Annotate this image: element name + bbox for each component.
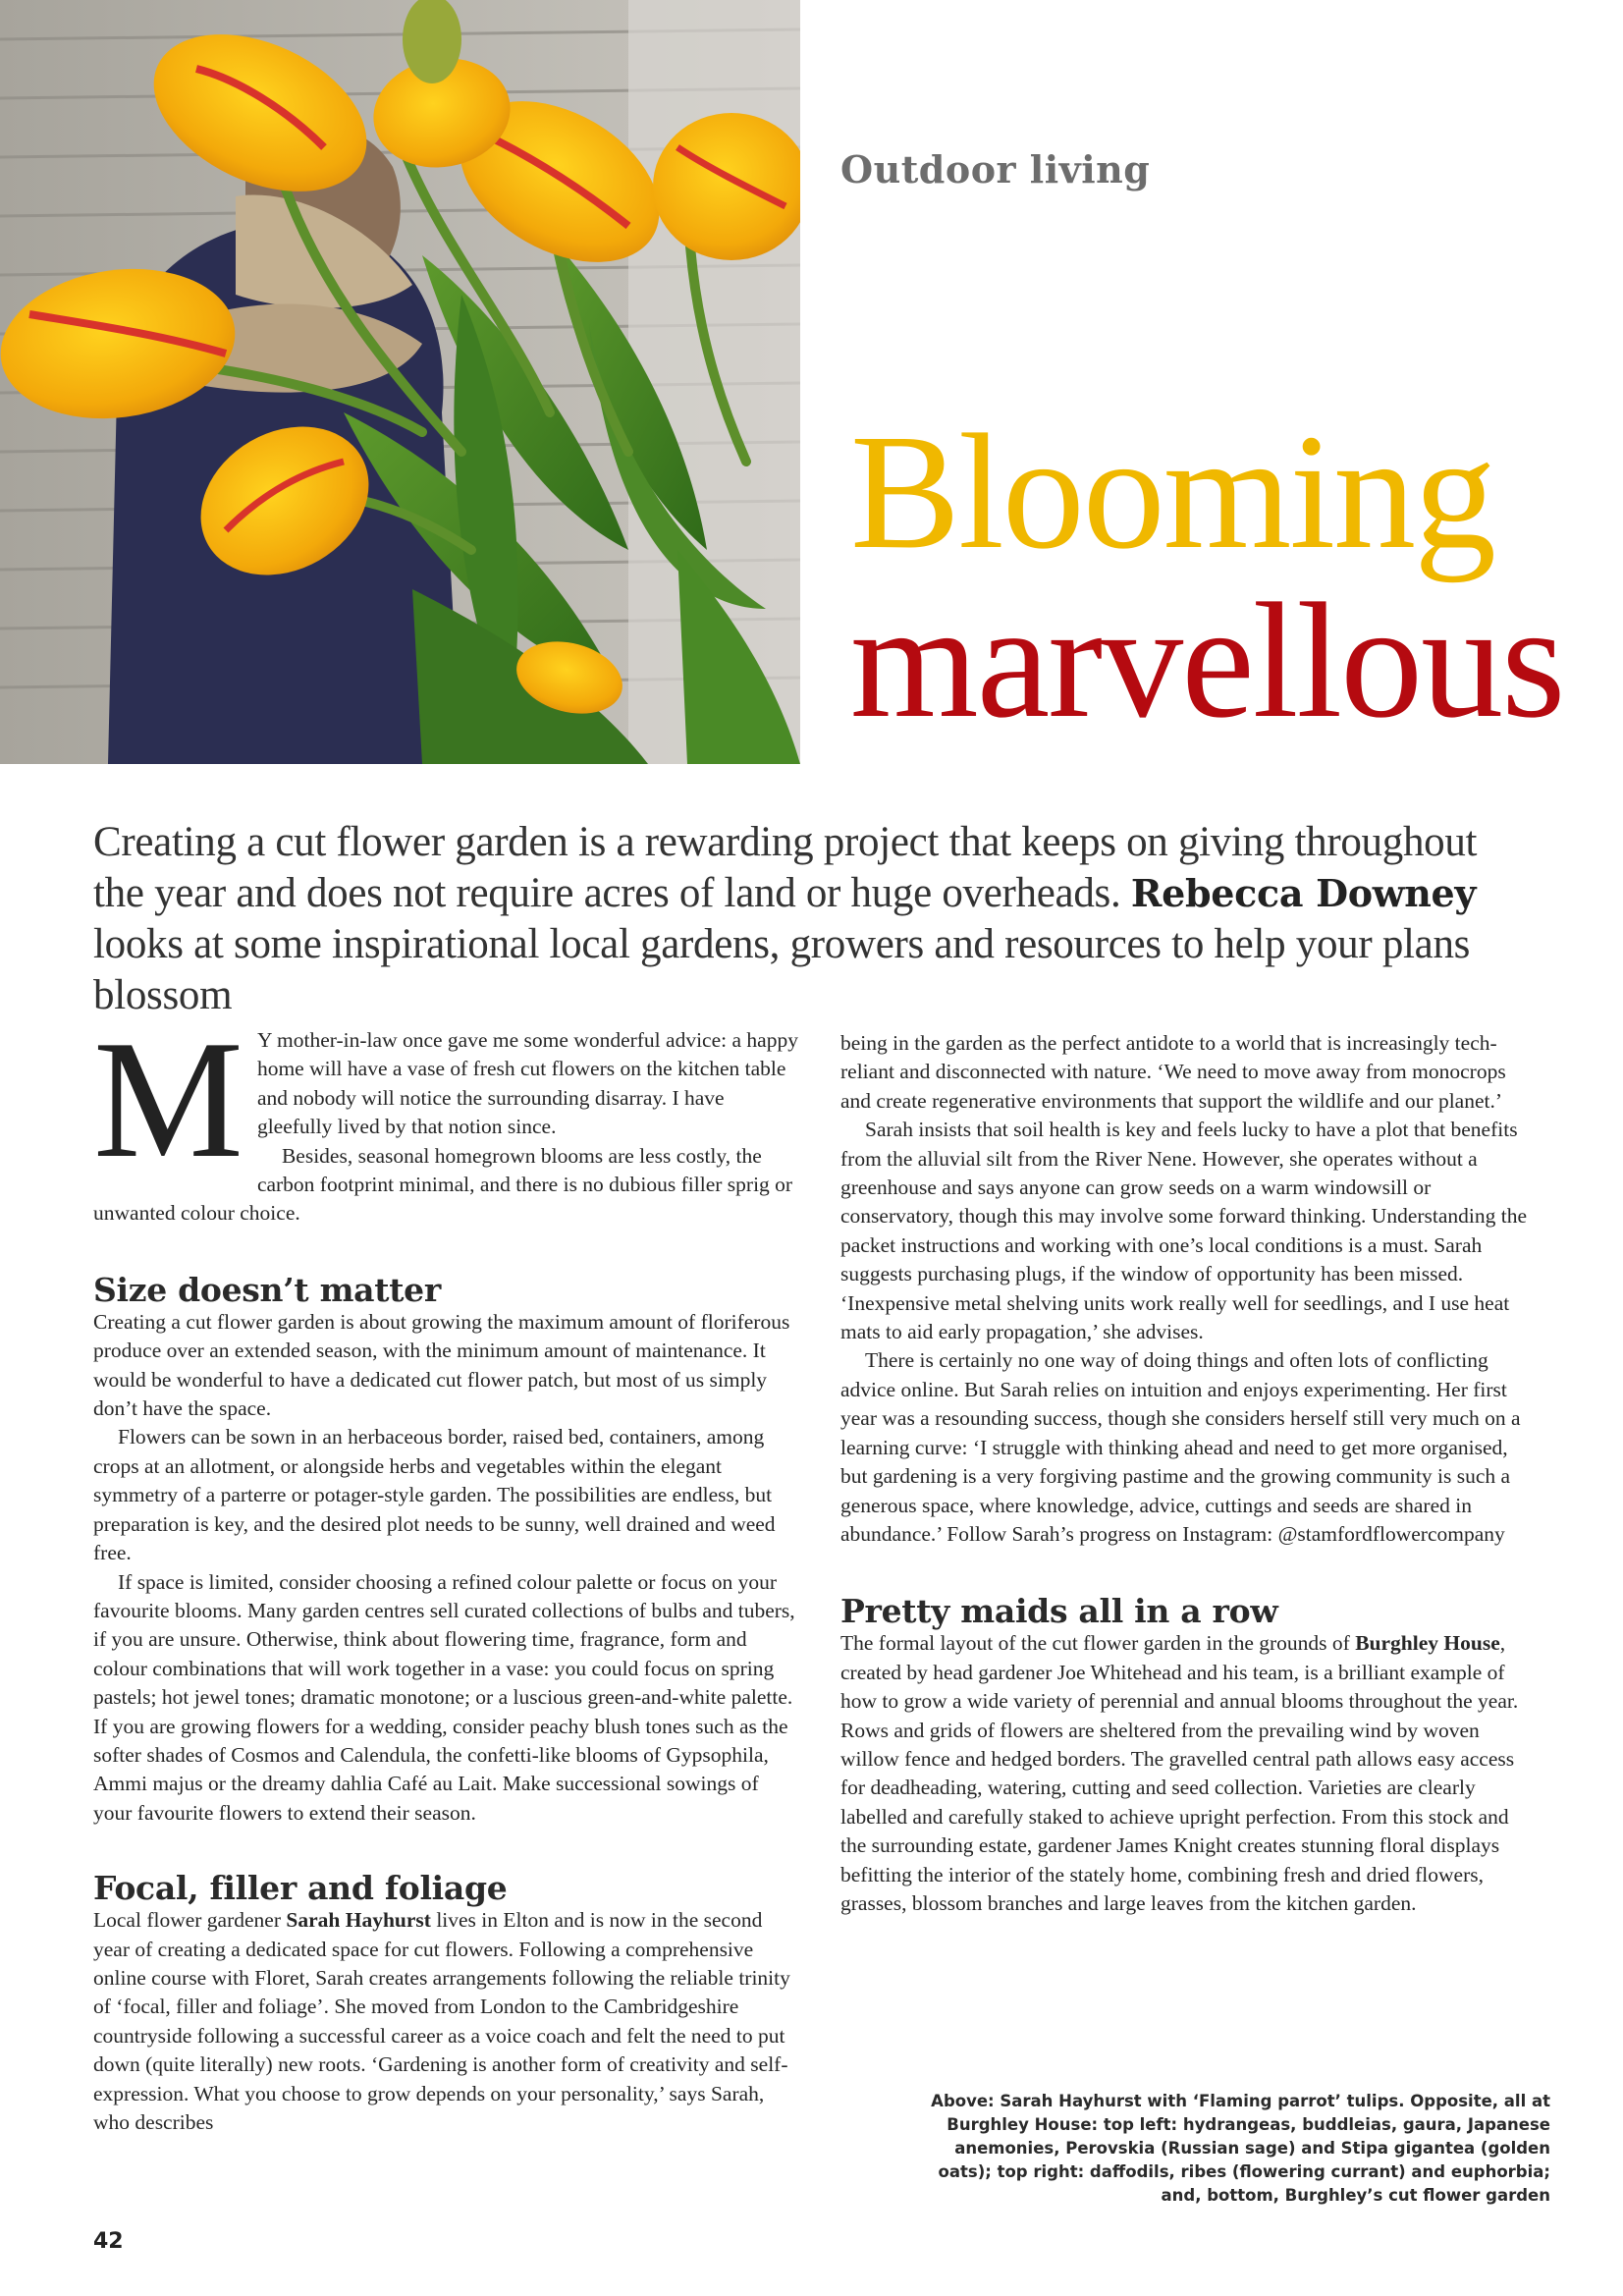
burghley-house-name: Burghley House bbox=[1355, 1631, 1500, 1656]
headline-line-1: Blooming bbox=[850, 401, 1495, 583]
section-label: Outdoor living bbox=[840, 147, 1151, 191]
standfirst-text-before: Creating a cut flower garden is a rewarding project that keeps on giving throughout the year and does not require acres of land or huge overheads. bbox=[93, 819, 1478, 916]
right-paragraph-3: There is certainly no one way of doing things and often lots of conflicting advice online. But Sarah relies on intuition and enjoys experimenting. Her first year was a resounding success, though she considers herself still very much on a learning curve: ‘I struggle with thinking ahead and need to get more organised, but gardening is a very forgiving pastime and the growing community is such a generous space, where knowledge, advice, cuttings and seeds are shared in abundance.’ Follow Sarah’s progress on Instagram: @stamfordflowercompany bbox=[840, 1348, 1521, 1546]
headline bbox=[850, 401, 1596, 752]
pretty-text-after: , created by head gardener Joe Whitehead and his team, is a brilliant example of how to grow a wide variety of perennial and annual blooms throughout the year. Rows and grids of flowers are sheltered from the prevailing wind by woven willow fence and hedged borders. The gravelled central path allows easy access for deadheading, watering, cutting and seed collection. Varieties are clearly labelled and carefully staked to achieve upright perfection. From this stock and the surrounding estate, gardener James Knight creates stunning floral displays befitting the interior of the stately home, combining fresh and dried flowers, grasses, blossom branches and large leaves from the kitchen garden. bbox=[840, 1631, 1519, 1915]
size-paragraph-2: Flowers can be sown in an herbaceous border, raised bed, containers, among crops at an allotment, or alongside herbs and vegetables within the elegant symmetry of a parterre or potager-style garden. The possibilities are endless, but preparation is key, and the desired plot needs to be sunny, well drained and weed free. bbox=[93, 1425, 776, 1565]
size-paragraph-1: Creating a cut flower garden is about growing the maximum amount of floriferous produce over an extended season, with the minimum amount of maintenance. It would be wonderful to have a dedicated cut flower patch, but most of us simply don’t have the space. bbox=[93, 1309, 790, 1421]
intro-paragraph-2: Besides, seasonal homegrown blooms are less costly, the carbon footprint minimal, and there is no dubious filler sprig or unwanted colour choice. bbox=[93, 1143, 793, 1226]
right-paragraph-1: being in the garden as the perfect antidote to a world that is increasingly tech-reliant and disconnected with nature. ‘We need to move away from monocrops and create regenerative environments that support the wildlife and our planet.’ bbox=[840, 1031, 1506, 1113]
subheading-size: Size doesn’t matter bbox=[93, 1270, 441, 1309]
focal-paragraph bbox=[93, 1906, 800, 2137]
standfirst bbox=[93, 817, 1537, 1021]
pretty-text-before: The formal layout of the cut flower garden in the grounds of bbox=[840, 1631, 1356, 1656]
focal-text-after: lives in Elton and is now in the second year of creating a dedicated space for cut flowers. Following a comprehensive online course with Floret, Sarah creates arrangements following the reliable trinity of ‘focal, filler and foliage’. She moved from London to the Cambridgeshire countryside following a successful career as a voice coach and felt the need to put down (quite literally) new roots. ‘Gardening is another form of creativity and self-expression. What you choose to grow depends on your personality,’ says Sarah, who describes bbox=[93, 1908, 790, 2134]
subheading-pretty-maids: Pretty maids all in a row bbox=[840, 1592, 1278, 1631]
hero-photo-tulips bbox=[0, 0, 800, 764]
page-number: 42 bbox=[93, 2229, 124, 2254]
intro-text: Y mother-in-law once gave me some wonderful advice: a happy home will have a vase of fresh cut flowers on the kitchen table and nobody will notice the surrounding disarray. I have gleefully lived by that notion since. bbox=[256, 1028, 798, 1139]
body-column-left bbox=[93, 1007, 800, 2137]
size-paragraph-3: If space is limited, consider choosing a refined colour palette or focus on your favourite blooms. Many garden centres sell curated collections of bulbs and tubers, if you are unsure. Otherwise, think about flowering time, fragrance, form and colour combinations that will work together in a vase: you could focus on spring pastels; hot jewel tones; dramatic monotone; or a luscious green-and-white palette. If you are growing flowers for a wedding, consider peachy blush tones such as the softer shades of Cosmos and Calendula, the confetti-like blooms of Gypsophila, Ammi majus or the dreamy dahlia Café au Lait. Make successional sowings of your favourite flowers to extend their season. bbox=[93, 1569, 795, 1825]
drop-cap: M bbox=[93, 1007, 243, 1193]
headline-line-2: marvellous bbox=[850, 570, 1564, 752]
subheading-focal: Focal, filler and foliage bbox=[93, 1869, 508, 1908]
standfirst-text-after: looks at some inspirational local gardens, growers and resources to help your plans blossom bbox=[93, 921, 1471, 1018]
right-paragraph-2: Sarah insists that soil health is key and feels lucky to have a plot that benefits from the alluvial silt from the River Nene. However, she operates without a greenhouse and says anyone can grow seeds on a warm windowsill or conservatory, though this may involve some forward thinking. Understanding the packet instructions and working with one’s local conditions is a must. Sarah suggests purchasing plugs, if the window of opportunity has been missed. ‘Inexpensive metal shelving units work really well for seedlings, and I use heat mats to aid early propagation,’ she advises. bbox=[840, 1118, 1528, 1344]
tulips-illustration bbox=[0, 0, 800, 764]
focal-text-before: Local flower gardener bbox=[93, 1908, 287, 1933]
author-name: Rebecca Downey bbox=[1130, 871, 1477, 915]
pretty-paragraph bbox=[840, 1629, 1538, 1918]
photo-caption: Above: Sarah Hayhurst with ‘Flaming parrot’ tulips. Opposite, all at Burghley House: top left: hydrangeas, buddleias, gaura, Japanese anemonies, Perovskia (Russian sage) and Stipa gigantea (golden oats); top right: daffodils, ribes (flowering currant) and euphorbia; and, bottom, Burghley’s cut flower garden bbox=[931, 2092, 1550, 2205]
sarah-hayhurst-name: Sarah Hayhurst bbox=[286, 1908, 431, 1933]
body-column-right bbox=[840, 1029, 1538, 1918]
